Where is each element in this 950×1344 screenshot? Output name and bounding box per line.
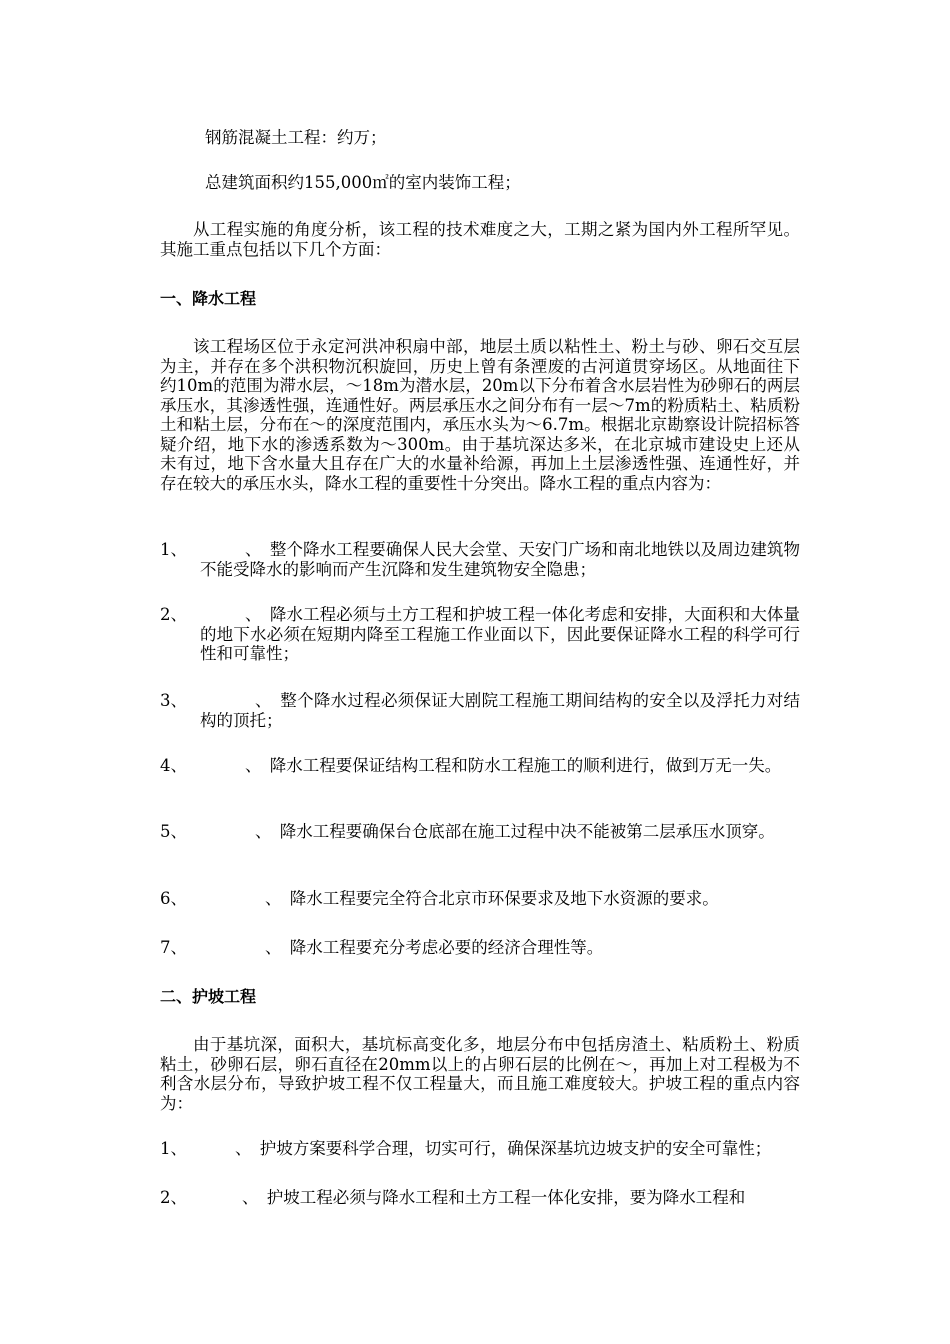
list-item (160, 889, 800, 909)
list-item-text: 、 降水工程要完全符合北京市环保要求及地下水资源的要求。 (265, 889, 719, 908)
list-item-number: 2、 (160, 605, 187, 624)
list-item-text: 、 整个降水过程必须保证大剧院工程施工期间结构的安全以及浮托力对结构的顶托； (200, 691, 800, 730)
list-item-text: 、 降水工程要保证结构工程和防水工程施工的顺利进行，做到万无一失。 (245, 756, 782, 775)
list-item-number: 2、 (160, 1188, 187, 1207)
section-heading-slope-protection: 二、护坡工程 (160, 987, 257, 1006)
list-item-number: 1、 (160, 540, 187, 559)
list-item (160, 1139, 800, 1159)
section-heading-dewatering: 一、降水工程 (160, 289, 257, 308)
list-item-number: 4、 (160, 756, 187, 775)
list-item-number: 7、 (160, 938, 187, 957)
list-item-text: 、 降水工程要确保台仓底部在施工过程中决不能被第二层承压水顶穿。 (255, 822, 775, 841)
list-item-number: 5、 (160, 822, 187, 841)
list-item-text: 、 护坡方案要科学合理，切实可行，确保深基坑边坡支护的安全可靠性； (235, 1139, 772, 1158)
slope-protection-paragraph: 由于基坑深，面积大，基坑标高变化多，地层分布中包括房渣土、粘质粉土、粉质粘土，砂卵石层，卵石直径在20mm以上的占卵石层的比例在～，再加上对工程极为不利含水层分布，导致护坡工程不仅工程量大，而且施工难度较大。护坡工程的重点内容为： (160, 1035, 800, 1113)
list-item (160, 938, 800, 958)
list-item-text: 、 整个降水工程要确保人民大会堂、天安门广场和南北地铁以及周边建筑物不能受降水的影响而产生沉降和发生建筑物安全隐患； (200, 540, 800, 579)
list-item (160, 756, 800, 776)
list-item-text: 、 护坡工程必须与降水工程和土方工程一体化安排，要为降水工程和 (242, 1188, 746, 1207)
list-item (160, 691, 800, 730)
dewatering-paragraph: 该工程场区位于永定河洪冲积扇中部，地层土质以粘性土、粉土与砂、卵石交互层为主，并存在多个洪积物沉积旋回，历史上曾有条湮废的古河道贯穿场区。从地面往下约10m的范围为滞水层，～18m为潜水层，20m以下分布着含水层岩性为砂卵石的两层承压水，其渗透性强，连通性好。两层承压水之间分布有一层～7m的粉质粘土、粘质粉土和粘土层，分布在～的深度范围内，承压水头为～6.7m。根据北京勘察设计院招标答疑介绍，地下水的渗透系数为～300m。由于基坑深达多米，在北京城市建设史上还从未有过，地下含水量大且存在广大的水量补给源，再加上土层渗透性强、连通性好，并存在较大的承压水头，降水工程的重要性十分突出。降水工程的重点内容为： (160, 337, 800, 493)
intro-paragraph: 从工程实施的角度分析，该工程的技术难度之大，工期之紧为国内外工程所罕见。其施工重点包括以下几个方面： (160, 220, 800, 259)
intro-line-area: 总建筑面积约155,000㎡的室内装饰工程； (205, 173, 521, 192)
list-item-number: 6、 (160, 889, 187, 908)
list-item (160, 605, 800, 664)
list-item (160, 540, 800, 579)
list-item (160, 1188, 800, 1208)
intro-line-rebar: 钢筋混凝土工程：约万； (205, 128, 387, 147)
list-item-number: 3、 (160, 691, 187, 710)
list-item-text: 、 降水工程必须与土方工程和护坡工程一体化考虑和安排，大面积和大体量的地下水必须在短期内降至工程施工作业面以下，因此要保证降水工程的科学可行性和可靠性； (200, 605, 800, 663)
list-item (160, 822, 800, 842)
list-item-number: 1、 (160, 1139, 187, 1158)
list-item-text: 、 降水工程要充分考虑必要的经济合理性等。 (265, 938, 604, 957)
